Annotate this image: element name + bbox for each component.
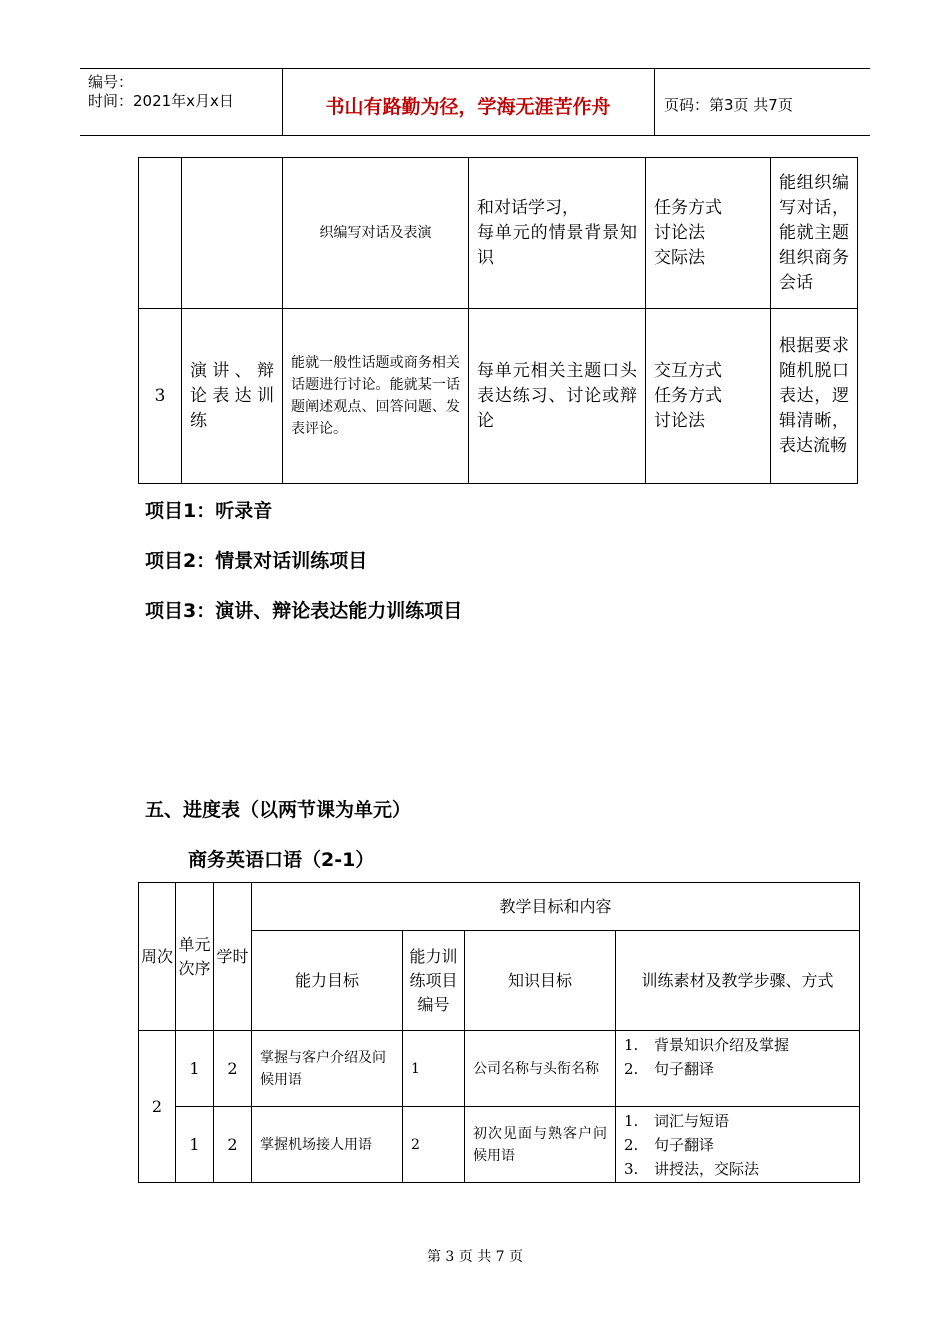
header-unit: 单元次序 [176, 883, 214, 1031]
cell-knowledge: 初次见面与熟客户问候用语 [465, 1107, 616, 1183]
cell-method: 交互方式 任务方式 讨论法 [646, 309, 771, 484]
list-item: 2. 句子翻译 [624, 1060, 715, 1078]
cell-project-name [182, 158, 283, 309]
cell-seq [139, 158, 182, 309]
section-title: 五、进度表（以两节课为单元） [145, 799, 412, 821]
cell-knowledge: 每单元相关主题口头表达练习、讨论或辩论 [469, 309, 646, 484]
cell-requirement: 能组织编写对话，能就主题组织商务会话 [771, 158, 858, 309]
steps-list [624, 1109, 851, 1181]
header-knowledge: 知识目标 [465, 931, 616, 1031]
schedule-table [138, 882, 860, 1183]
table-row [139, 158, 858, 309]
header-hours: 学时 [214, 883, 252, 1031]
list-item: 1. 词汇与短语 [624, 1112, 730, 1130]
project-item-2: 项目2：情景对话训练项目 [145, 550, 368, 572]
header-page-info: 页码：第3页 共7页 [664, 96, 793, 114]
page-footer: 第 3 页 共 7 页 [426, 1249, 524, 1265]
header-materials: 训练素材及教学步骤、方式 [616, 931, 860, 1031]
header-top-rule [80, 68, 870, 69]
content-table [138, 157, 858, 484]
header-group: 教学目标和内容 [252, 883, 860, 931]
schedule-title: 商务英语口语（2-1） [188, 849, 375, 871]
cell-ability: 掌握与客户介绍及问候用语 [252, 1031, 403, 1107]
list-item: 2. 句子翻译 [624, 1136, 715, 1154]
cell-ability: 掌握机场接人用语 [252, 1107, 403, 1183]
header-week: 周次 [139, 883, 176, 1031]
cell-requirement: 根据要求随机脱口表达，逻辑清晰，表达流畅 [771, 309, 858, 484]
cell-unit: 1 [176, 1107, 214, 1183]
header-number-label: 编号： [88, 73, 134, 91]
table-header-row [139, 883, 860, 931]
cell-knowledge: 公司名称与头衔名称 [465, 1031, 616, 1107]
header-divider-right [654, 68, 655, 136]
header-project-no: 能力训练项目编号 [403, 931, 465, 1031]
cell-hours: 2 [214, 1031, 252, 1107]
cell-seq: 3 [139, 309, 182, 484]
cell-unit: 1 [176, 1031, 214, 1107]
cell-ability: 能就一般性话题或商务相关话题进行讨论。能就某一话题阐述观点、回答问题、发表评论。 [283, 309, 469, 484]
project-item-3: 项目3：演讲、辩论表达能力训练项目 [145, 600, 463, 622]
cell-method: 任务方式 讨论法 交际法 [646, 158, 771, 309]
cell-project-no: 2 [403, 1107, 465, 1183]
header-time-label: 时间：2021年x月x日 [88, 92, 234, 110]
header-ability: 能力目标 [252, 931, 403, 1031]
list-item: 1. 背景知识介绍及掌握 [624, 1036, 790, 1054]
table-row [139, 309, 858, 484]
list-item: 3. 讲授法，交际法 [624, 1160, 760, 1178]
cell-ability: 织编写对话及表演 [283, 158, 469, 309]
header-motto: 书山有路勤为径，学海无涯苦作舟 [325, 96, 611, 118]
header-bottom-rule [80, 135, 870, 136]
table-row [139, 1107, 860, 1183]
steps-list [624, 1033, 851, 1081]
cell-hours: 2 [214, 1107, 252, 1183]
project-item-1: 项目1：听录音 [145, 500, 273, 522]
cell-knowledge: 和对话学习， 每单元的情景背景知识 [469, 158, 646, 309]
cell-week: 2 [139, 1031, 176, 1183]
cell-steps [616, 1107, 860, 1183]
cell-project-name: 演讲、辩论表达训练 [182, 309, 283, 484]
cell-steps [616, 1031, 860, 1107]
table-row [139, 1031, 860, 1107]
cell-project-no: 1 [403, 1031, 465, 1107]
